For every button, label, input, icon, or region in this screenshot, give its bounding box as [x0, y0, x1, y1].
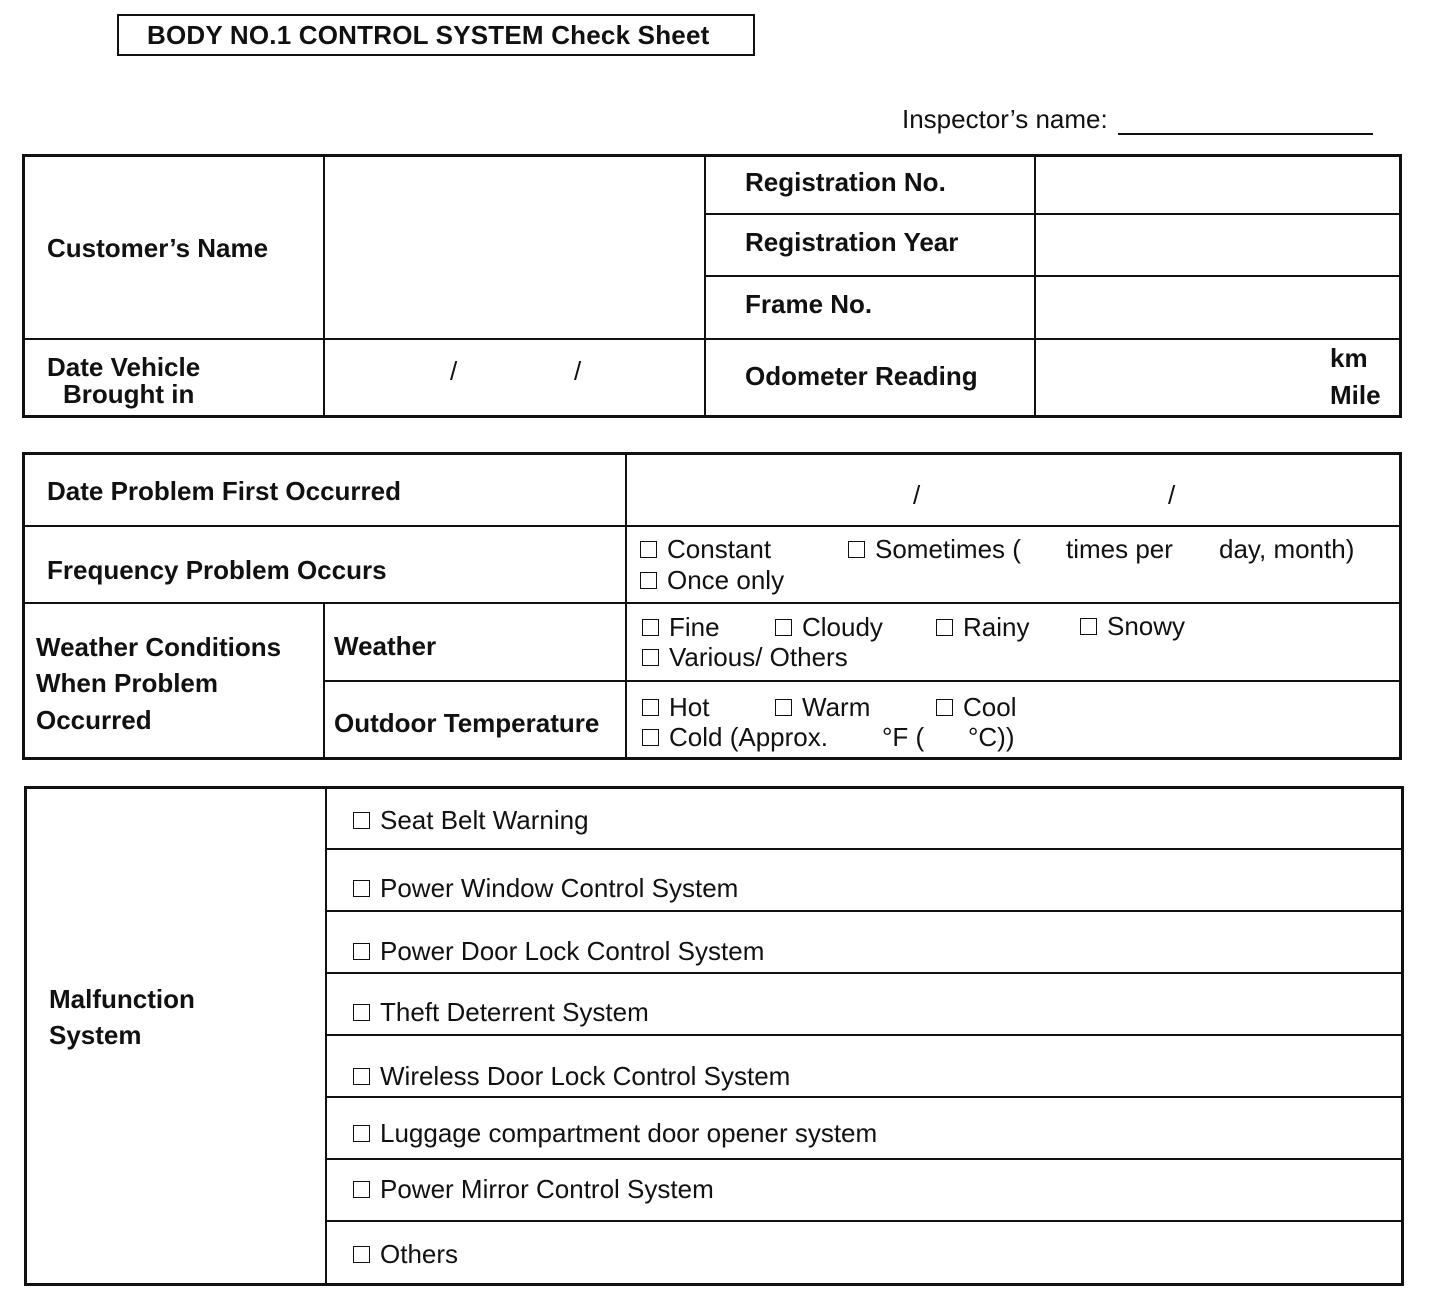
- temperature-hot-text: Hot: [669, 692, 710, 722]
- date-brought-input[interactable]: [326, 340, 703, 415]
- odometer-unit-mile: Mile: [1330, 380, 1381, 410]
- checkbox-icon[interactable]: [642, 699, 659, 716]
- weather-cloudy-text: Cloudy: [802, 612, 883, 642]
- malfunction-system-label-line1: Malfunction: [49, 984, 195, 1014]
- date-brought-in-label-line2: Brought in: [63, 379, 195, 409]
- weather-option-fine[interactable]: [642, 612, 720, 642]
- temperature-option-cold[interactable]: [642, 722, 828, 752]
- malfunction-option-seat-belt[interactable]: [353, 805, 589, 835]
- checkbox-icon[interactable]: [640, 541, 657, 558]
- checkbox-icon[interactable]: [353, 943, 370, 960]
- checkbox-icon[interactable]: [353, 812, 370, 829]
- temperature-cold-text: Cold (Approx.: [669, 722, 828, 752]
- registration-year-label: Registration Year: [745, 227, 959, 257]
- date-first-occurred-separator: /: [913, 480, 921, 510]
- temperature-option-cool[interactable]: [936, 692, 1016, 722]
- inspector-name-input-line[interactable]: [1118, 105, 1373, 135]
- date-brought-separator: /: [574, 356, 582, 386]
- checkbox-icon[interactable]: [642, 729, 659, 746]
- checkbox-icon[interactable]: [353, 1068, 370, 1085]
- frequency-option-constant[interactable]: [640, 534, 771, 564]
- malfunction-item-text: Power Window Control System: [380, 873, 739, 903]
- date-first-occurred-label: Date Problem First Occurred: [47, 476, 401, 506]
- weather-option-various[interactable]: [642, 642, 848, 672]
- odometer-label: Odometer Reading: [745, 361, 978, 391]
- malfunction-option-power-mirror[interactable]: [353, 1174, 714, 1204]
- malfunction-item-text: Wireless Door Lock Control System: [380, 1061, 791, 1091]
- frequency-label: Frequency Problem Occurs: [47, 555, 387, 585]
- checkbox-icon[interactable]: [775, 699, 792, 716]
- checkbox-icon[interactable]: [353, 880, 370, 897]
- checkbox-icon[interactable]: [936, 619, 953, 636]
- malfunction-option-wireless-door-lock[interactable]: [353, 1061, 790, 1091]
- temperature-fahrenheit-text: °F (: [882, 722, 925, 752]
- frequency-once-text: Once only: [667, 565, 785, 595]
- frequency-day-month-text: day, month): [1219, 534, 1355, 564]
- checkbox-icon[interactable]: [640, 572, 657, 589]
- malfunction-option-power-window[interactable]: [353, 873, 738, 903]
- checkbox-icon[interactable]: [1080, 618, 1097, 635]
- malfunction-item-text: Theft Deterrent System: [380, 997, 649, 1027]
- malfunction-table-divider: [325, 788, 327, 1284]
- date-brought-separator: /: [450, 356, 458, 386]
- malfunction-row-divider: [325, 910, 1402, 912]
- outdoor-temperature-label: Outdoor Temperature: [334, 708, 600, 738]
- malfunction-option-others[interactable]: [353, 1239, 458, 1269]
- customer-name-label: Customer’s Name: [47, 233, 269, 263]
- malfunction-row-divider: [325, 972, 1402, 974]
- weather-option-snowy[interactable]: [1080, 611, 1185, 641]
- weather-label: Weather: [334, 631, 437, 661]
- registration-no-label: Registration No.: [745, 167, 946, 197]
- vehicle-table-divider: [704, 156, 706, 416]
- frame-no-input[interactable]: [1037, 277, 1399, 337]
- malfunction-row-divider: [325, 1034, 1402, 1036]
- checkbox-icon[interactable]: [353, 1181, 370, 1198]
- malfunction-option-power-door-lock[interactable]: [353, 936, 764, 966]
- problem-table-divider: [24, 525, 1400, 527]
- checkbox-icon[interactable]: [642, 619, 659, 636]
- date-brought-in-label-line1: Date Vehicle: [47, 352, 201, 382]
- problem-table-divider: [24, 602, 1400, 604]
- page-title: [117, 14, 755, 56]
- weather-option-rainy[interactable]: [936, 612, 1029, 642]
- checkbox-icon[interactable]: [353, 1004, 370, 1021]
- malfunction-item-text: Luggage compartment door opener system: [380, 1118, 878, 1148]
- malfunction-item-text: Power Mirror Control System: [380, 1174, 714, 1204]
- odometer-input[interactable]: [1037, 340, 1322, 415]
- date-first-occurred-input[interactable]: [628, 455, 1399, 524]
- registration-year-input[interactable]: [1037, 215, 1399, 274]
- frequency-times-per-text: times per: [1066, 534, 1173, 564]
- weather-conditions-label-line1: Weather Conditions: [36, 632, 282, 662]
- temperature-warm-text: Warm: [802, 692, 871, 722]
- frequency-option-sometimes[interactable]: [848, 534, 1021, 564]
- weather-various-text: Various/ Others: [669, 642, 848, 672]
- frequency-sometimes-text: Sometimes (: [875, 534, 1021, 564]
- malfunction-row-divider: [325, 1220, 1402, 1222]
- frequency-option-once[interactable]: [640, 565, 784, 595]
- weather-snowy-text: Snowy: [1107, 611, 1186, 641]
- checkbox-icon[interactable]: [775, 619, 792, 636]
- checkbox-icon[interactable]: [642, 649, 659, 666]
- frame-no-label: Frame No.: [745, 289, 873, 319]
- temperature-option-warm[interactable]: [775, 692, 870, 722]
- malfunction-row-divider: [325, 848, 1402, 850]
- malfunction-option-luggage-door-opener[interactable]: [353, 1118, 877, 1148]
- temperature-option-hot[interactable]: [642, 692, 709, 722]
- checkbox-icon[interactable]: [936, 699, 953, 716]
- inspector-name-field: [902, 104, 1373, 135]
- vehicle-table-divider: [323, 156, 325, 416]
- temperature-celsius-text: °C)): [968, 722, 1015, 752]
- malfunction-item-text: Others: [380, 1239, 459, 1269]
- malfunction-row-divider: [325, 1096, 1402, 1098]
- checkbox-icon[interactable]: [353, 1125, 370, 1142]
- inspector-name-label: Inspector’s name:: [902, 104, 1108, 134]
- malfunction-item-text: Power Door Lock Control System: [380, 936, 765, 966]
- problem-table-divider: [625, 454, 627, 758]
- checkbox-icon[interactable]: [353, 1246, 370, 1263]
- weather-option-cloudy[interactable]: [775, 612, 883, 642]
- vehicle-table-divider: [1034, 156, 1036, 416]
- checkbox-icon[interactable]: [848, 541, 865, 558]
- malfunction-item-text: Seat Belt Warning: [380, 805, 589, 835]
- weather-fine-text: Fine: [669, 612, 720, 642]
- malfunction-system-table: [24, 786, 1404, 1286]
- weather-rainy-text: Rainy: [963, 612, 1030, 642]
- weather-conditions-label-line3: Occurred: [36, 705, 152, 735]
- problem-table-divider: [323, 680, 1400, 682]
- registration-no-input[interactable]: [1037, 157, 1399, 212]
- malfunction-option-theft-deterrent[interactable]: [353, 997, 649, 1027]
- odometer-unit-km: km: [1330, 343, 1368, 373]
- frequency-constant-text: Constant: [667, 534, 772, 564]
- page-title-text: BODY NO.1 CONTROL SYSTEM Check Sheet: [147, 19, 710, 50]
- malfunction-system-label-line2: System: [49, 1020, 142, 1050]
- date-first-occurred-separator: /: [1168, 480, 1176, 510]
- customer-name-input[interactable]: [326, 157, 703, 337]
- temperature-cool-text: Cool: [963, 692, 1017, 722]
- weather-conditions-label-line2: When Problem: [36, 668, 219, 698]
- malfunction-row-divider: [325, 1158, 1402, 1160]
